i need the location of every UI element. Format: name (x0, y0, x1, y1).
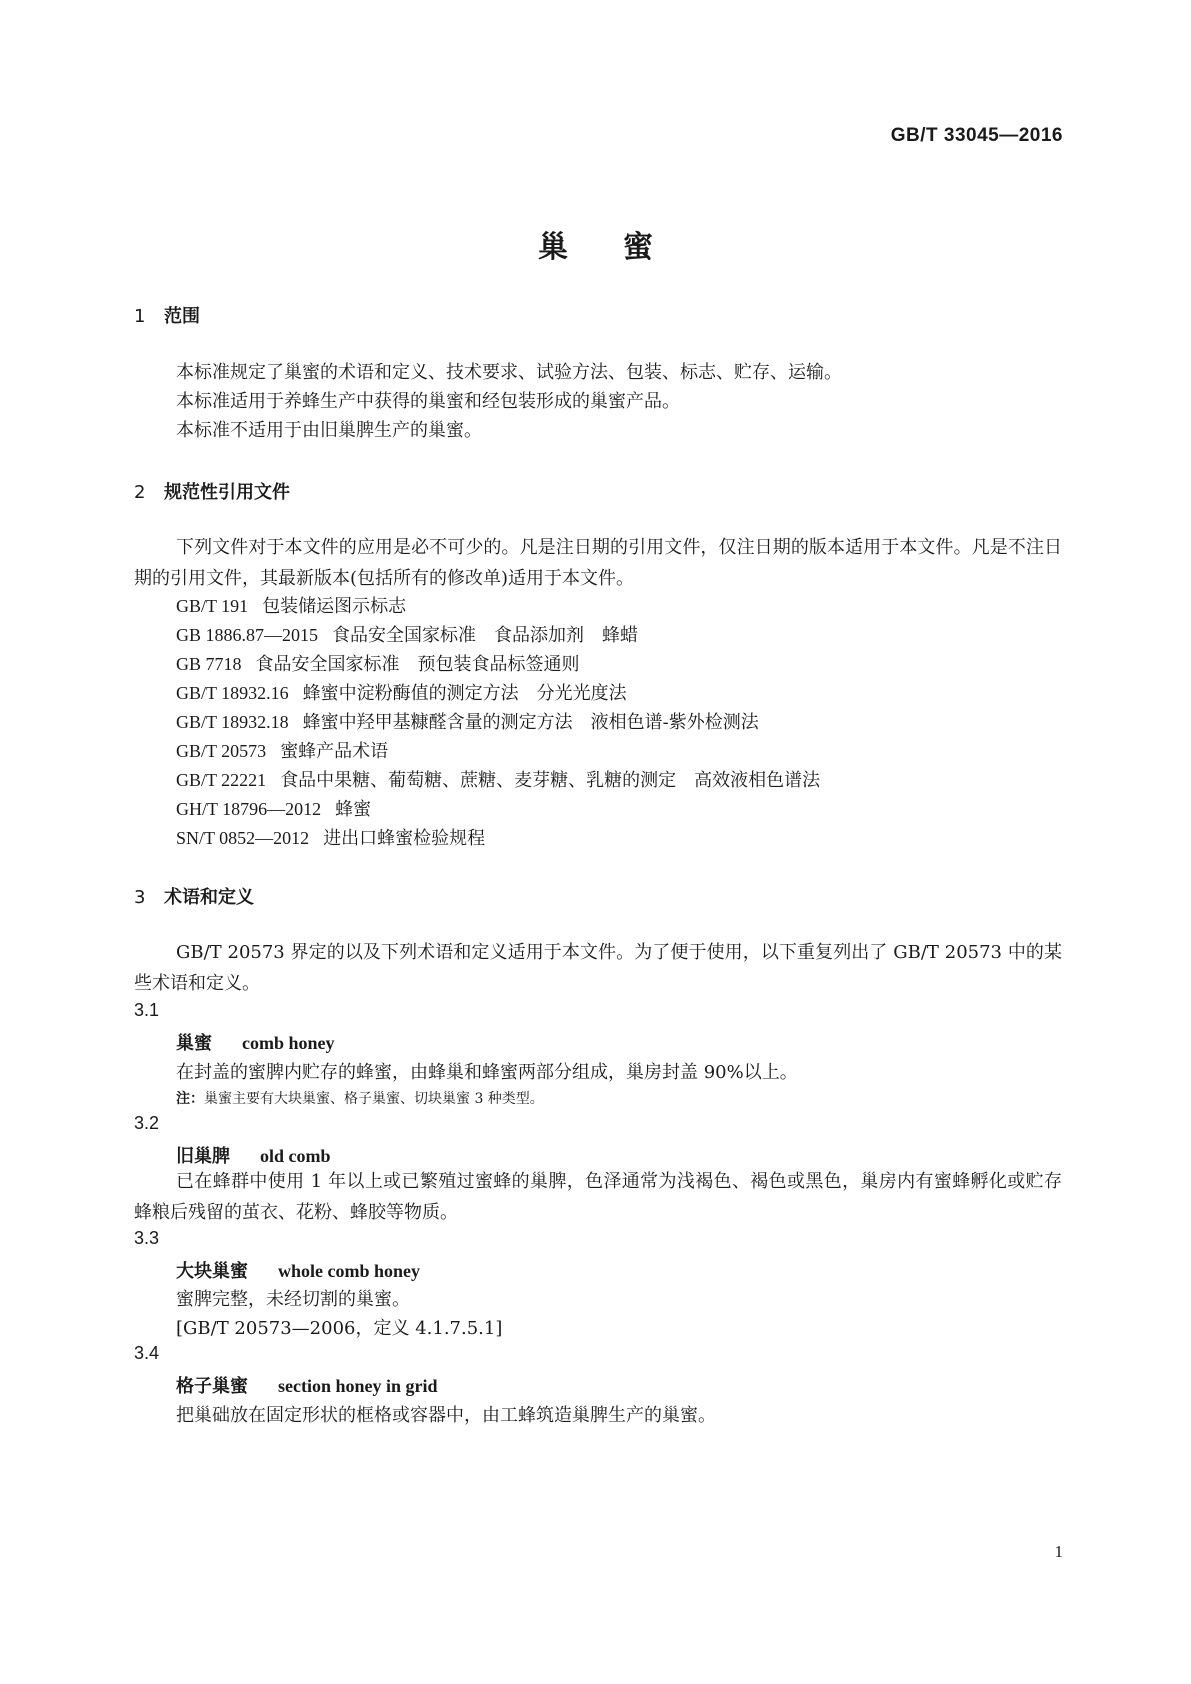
section-number: 1 (134, 306, 146, 327)
term-en: comb honey (242, 1033, 335, 1053)
term-source: [GB/T 20573—2006，定义 4.1.7.5.1] (176, 1318, 503, 1339)
term-number: 3.4 (134, 1343, 160, 1363)
section-number: 2 (134, 482, 146, 503)
paragraph: 本标准规定了巢蜜的术语和定义、技术要求、试验方法、包装、标志、贮存、运输。 (176, 362, 842, 383)
section-1-heading (134, 302, 200, 328)
term-definition: 把巢础放在固定形状的框格或容器中，由工蜂筑造巢脾生产的巢蜜。 (176, 1405, 716, 1426)
term-heading (176, 1372, 438, 1398)
note-label: 注： (176, 1091, 204, 1107)
reference-item (176, 650, 580, 676)
reference-item (176, 708, 759, 734)
term-en: section honey in grid (278, 1376, 438, 1396)
reference-title: 蜂蜜 (335, 799, 372, 820)
reference-code: GB 7718 (176, 654, 242, 674)
term-number: 3.2 (134, 1113, 160, 1133)
term-note (176, 1088, 544, 1108)
term-zh: 格子巢蜜 (176, 1376, 248, 1397)
page-number: 1 (1054, 1542, 1063, 1561)
term-en: whole comb honey (278, 1261, 421, 1281)
section-3-heading (134, 883, 254, 909)
standard-number: GB/T 33045—2016 (890, 125, 1063, 146)
paragraph: 下列文件对于本文件的应用是必不可少的。凡是注日期的引用文件，仅注日期的版本适用于本文件。凡是不注日期的引用文件，其最新版本(包括所有的修改单)适用于本文件。 (134, 537, 1062, 589)
reference-item (176, 592, 406, 618)
paragraph: 本标准适用于养蜂生产中获得的巢蜜和经包装形成的巢蜜产品。 (176, 391, 680, 412)
term-heading (176, 1142, 331, 1168)
reference-title: 食品安全国家标准 预包装食品标签通则 (255, 654, 580, 675)
reference-title: 进出口蜂蜜检验规程 (323, 828, 486, 849)
term-zh: 巢蜜 (176, 1033, 212, 1054)
term-zh: 旧巢脾 (176, 1146, 230, 1167)
reference-title: 食品中果糖、葡萄糖、蔗糖、麦芽糖、乳糖的测定 高效液相色谱法 (280, 770, 821, 791)
term-number: 3.1 (134, 1000, 160, 1020)
paragraph: GB/T 20573 界定的以及下列术语和定义适用于本文件。为了便于使用，以下重复列出了 GB/T 20573 中的某些术语和定义。 (134, 942, 1062, 994)
section-number: 3 (134, 887, 146, 908)
reference-code: GB/T 191 (176, 596, 249, 616)
reference-code: GB/T 20573 (176, 741, 267, 761)
reference-item (176, 824, 485, 850)
note-text: 巢蜜主要有大块巢蜜、格子巢蜜、切块巢蜜 3 种类型。 (204, 1091, 544, 1107)
term-definition: 蜜脾完整，未经切割的巢蜜。 (176, 1289, 410, 1310)
term-definition: 在封盖的蜜脾内贮存的蜂蜜，由蜂巢和蜂蜜两部分组成，巢房封盖 90%以上。 (176, 1062, 798, 1083)
term-heading (176, 1257, 420, 1283)
term-en: old comb (260, 1146, 331, 1166)
reference-item (176, 737, 388, 763)
reference-title: 蜂蜜中羟甲基糠醛含量的测定方法 液相色谱-紫外检测法 (302, 712, 759, 733)
reference-code: GB/T 18932.16 (176, 683, 289, 703)
reference-title: 蜜蜂产品术语 (280, 741, 389, 762)
reference-item (176, 621, 638, 647)
term-zh: 大块巢蜜 (176, 1261, 248, 1282)
reference-title: 包装储运图示标志 (262, 596, 407, 617)
term-definition: 已在蜂群中使用 1 年以上或已繁殖过蜜蜂的巢脾，色泽通常为浅褐色、褐色或黑色，巢房内有蜜蜂孵化或贮存蜂粮后残留的茧衣、花粉、蜂胶等物质。 (134, 1171, 1062, 1223)
term-heading (176, 1029, 335, 1055)
section-title: 规范性引用文件 (164, 482, 290, 503)
section-2-heading (134, 478, 290, 504)
reference-code: GB/T 22221 (176, 770, 267, 790)
reference-code: SN/T 0852—2012 (176, 828, 310, 848)
section-title: 范围 (164, 306, 200, 327)
reference-item (176, 679, 627, 705)
term-number: 3.3 (134, 1228, 160, 1248)
reference-code: GB 1886.87—2015 (176, 625, 319, 645)
page-title: 巢蜜 (538, 230, 708, 265)
reference-title: 蜂蜜中淀粉酶值的测定方法 分光光度法 (302, 683, 627, 704)
reference-code: GB/T 18932.18 (176, 712, 289, 732)
reference-code: GH/T 18796—2012 (176, 799, 322, 819)
reference-item (176, 766, 820, 792)
paragraph: 本标准不适用于由旧巢脾生产的巢蜜。 (176, 420, 482, 441)
reference-item (176, 795, 371, 821)
reference-title: 食品安全国家标准 食品添加剂 蜂蜡 (332, 625, 639, 646)
section-title: 术语和定义 (164, 887, 254, 908)
